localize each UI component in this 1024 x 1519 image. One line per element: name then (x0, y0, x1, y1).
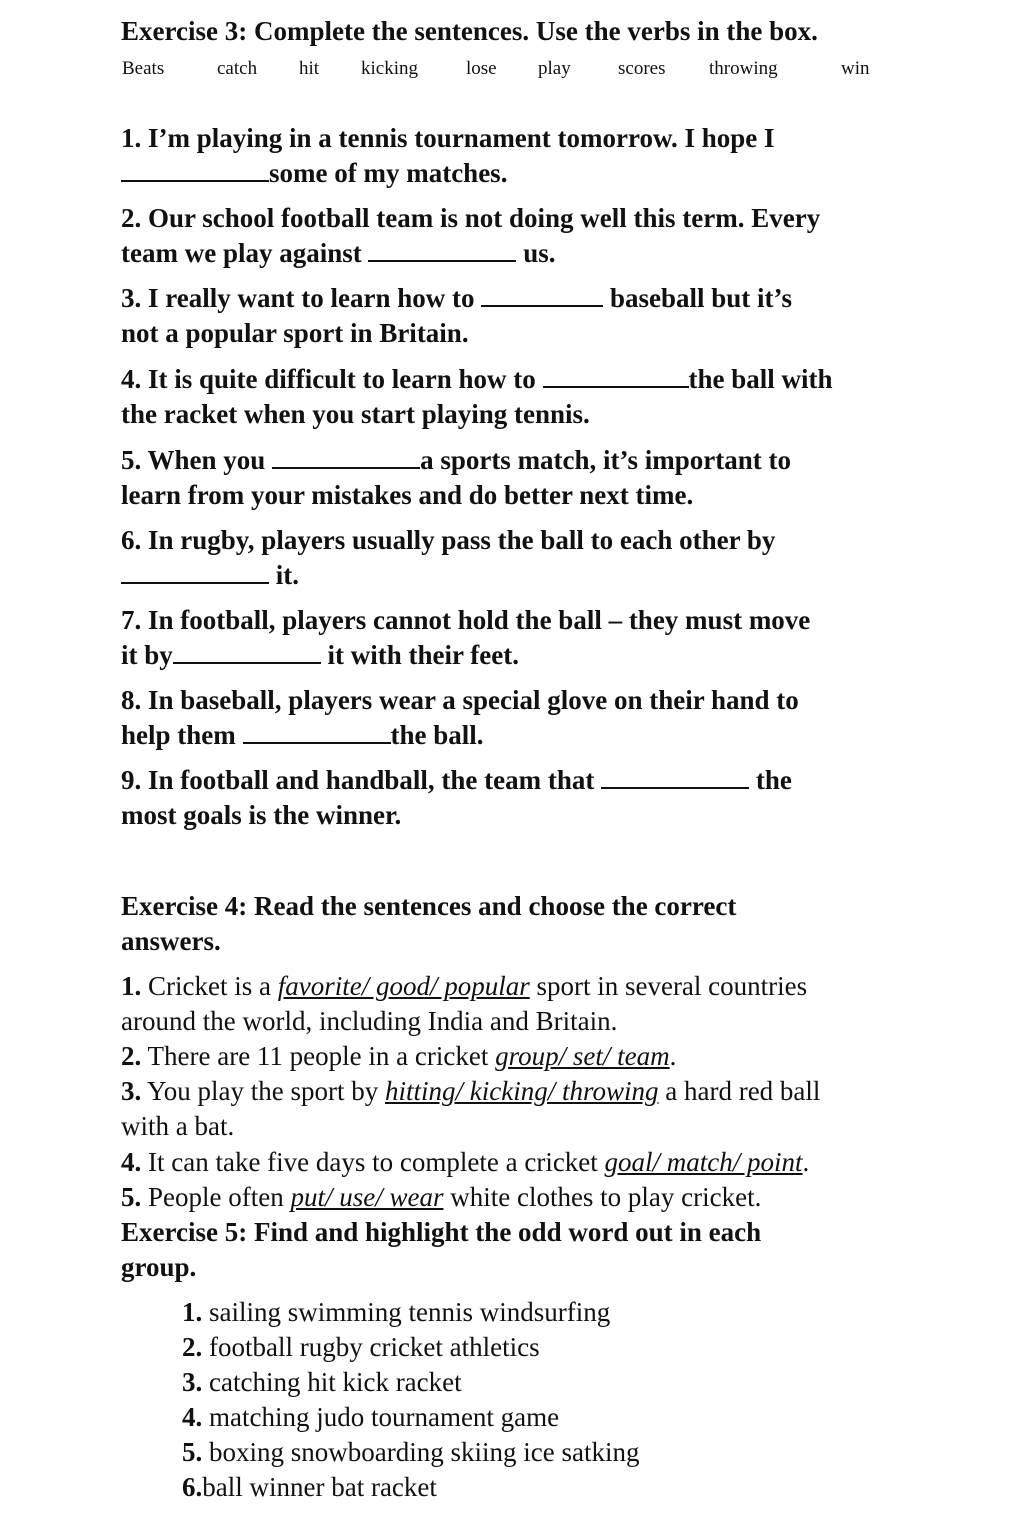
ex3-item-3-line-2: not a popular sport in Britain. (121, 318, 469, 348)
exercise-3-title: Exercise 3: Complete the sentences. Use the verbs in the box. (121, 16, 818, 46)
ex3-item-4-line-1: 4. It is quite difficult to learn how to the ball with (121, 364, 833, 394)
ex4-item-1: 1. Cricket is a favorite/ good/ popular sport in several countries (121, 971, 808, 1001)
ex5-item-6[interactable]: 6.ball winner bat racket (182, 1472, 437, 1502)
ex3-item-9-line-2: most goals is the winner. (121, 800, 402, 830)
answer-blank[interactable] (173, 644, 321, 664)
exercise-5-title-line-1: Exercise 5: Find and highlight the odd word out in each (121, 1217, 762, 1247)
answer-blank[interactable] (243, 724, 391, 744)
ex3-item-8-line-2: help them the ball. (121, 720, 484, 750)
exercise-4-title-line-1: Exercise 4: Read the sentences and choose the correct (121, 891, 737, 921)
ex4-item-4: 4. It can take five days to complete a cricket goal/ match/ point. (121, 1147, 810, 1177)
ex3-item-7-line-1: 7. In football, players cannot hold the ball – they must move (121, 605, 811, 635)
ex3-item-1-line-2: some of my matches. (121, 156, 507, 191)
word-box-item: win (841, 58, 870, 79)
exercise-5-title-line-2: group. (121, 1252, 197, 1282)
word-box-item: scores (618, 58, 666, 79)
ex4-item-5: 5. People often put/ use/ wear white clothes to play cricket. (121, 1182, 762, 1212)
word-box (0, 58, 1024, 86)
ex3-item-5-line-1: 5. When you a sports match, it’s important to (121, 445, 792, 475)
ex3-item-2-line-2: team we play against us. (121, 238, 556, 268)
ex5-item-1[interactable]: 1. sailing swimming tennis windsurfing (182, 1297, 611, 1327)
answer-blank[interactable] (121, 162, 269, 182)
ex3-item-7-line-2: it by it with their feet. (121, 640, 519, 670)
answer-options[interactable]: favorite/ good/ popular (277, 971, 530, 1001)
answer-blank[interactable] (121, 564, 269, 584)
answer-options[interactable]: hitting/ kicking/ throwing (385, 1076, 659, 1106)
answer-blank[interactable] (272, 449, 420, 469)
ex4-item-1-line-2: around the world, including India and Britain. (121, 1006, 618, 1036)
answer-options[interactable]: put/ use/ wear (290, 1182, 444, 1212)
word-box-item: kicking (361, 58, 418, 79)
word-box-item: lose (466, 58, 497, 79)
ex3-item-1-line-1: 1. I’m playing in a tennis tournament tomorrow. I hope I (121, 123, 775, 153)
ex5-item-5[interactable]: 5. boxing snowboarding skiing ice satking (182, 1437, 640, 1467)
answer-blank[interactable] (601, 769, 749, 789)
exercise-4-title-line-2: answers. (121, 926, 221, 956)
ex4-item-3-line-2: with a bat. (121, 1111, 235, 1141)
ex5-item-2[interactable]: 2. football rugby cricket athletics (182, 1332, 540, 1362)
ex4-item-2: 2. There are 11 people in a cricket group/ set/ team. (121, 1041, 677, 1071)
word-box-item: catch (217, 58, 258, 79)
ex3-item-5-line-2: learn from your mistakes and do better next time. (121, 480, 694, 510)
answer-blank[interactable] (481, 287, 603, 307)
ex5-item-3[interactable]: 3. catching hit kick racket (182, 1367, 462, 1397)
word-box-item: throwing (709, 58, 778, 79)
answer-blank[interactable] (543, 368, 689, 388)
answer-options[interactable]: group/ set/ team (495, 1041, 670, 1071)
ex3-item-4-line-2: the racket when you start playing tennis. (121, 399, 590, 429)
ex3-item-3-line-1: 3. I really want to learn how to baseball but it’s (121, 283, 793, 313)
word-box-item: play (538, 58, 571, 79)
answer-blank[interactable] (368, 242, 516, 262)
ex3-item-8-line-1: 8. In baseball, players wear a special glove on their hand to (121, 685, 799, 715)
ex5-item-4[interactable]: 4. matching judo tournament game (182, 1402, 560, 1432)
ex3-item-6-line-2: it. (121, 558, 299, 593)
answer-options[interactable]: goal/ match/ point (604, 1147, 803, 1177)
ex4-item-3: 3. You play the sport by hitting/ kicking/ throwing a hard red ball (121, 1076, 821, 1106)
word-box-item: hit (299, 58, 320, 79)
word-box-item: Beats (122, 58, 165, 79)
ex3-item-9-line-1: 9. In football and handball, the team that the (121, 765, 792, 795)
ex3-item-6-line-1: 6. In rugby, players usually pass the ball to each other by (121, 525, 776, 555)
ex3-item-2-line-1: 2. Our school football team is not doing well this term. Every (121, 203, 821, 233)
